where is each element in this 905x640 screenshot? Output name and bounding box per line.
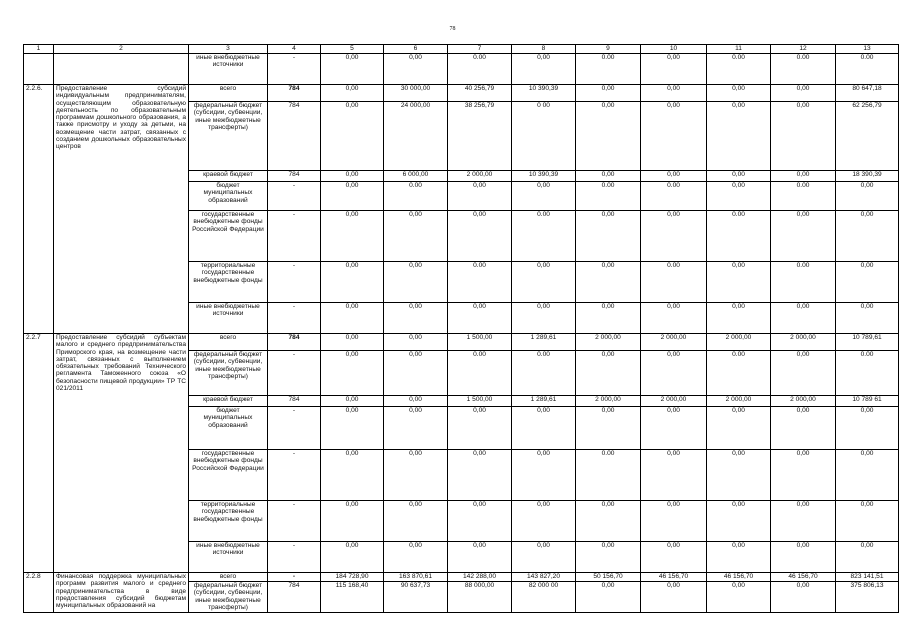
amount-cell: 0,00 bbox=[576, 501, 641, 542]
item-number-cell bbox=[24, 54, 54, 85]
item-description: Финансовая поддержка муниципальных программ развития малого и среднего предпринимательства в виде предоставления субсидий бюджетам муниципальных образований на bbox=[54, 573, 189, 613]
amount-cell: 0,00 bbox=[321, 501, 384, 542]
amount-cell: 0,00 bbox=[641, 54, 707, 85]
amount-cell: 1 500,00 bbox=[448, 334, 512, 351]
funding-source: федеральный бюджет (субсидии, субвенции, иные межбюджетные трансферты) bbox=[189, 582, 268, 613]
funding-source: иные внебюджетные источники bbox=[189, 542, 268, 573]
budget-code: - bbox=[268, 450, 321, 501]
table-body bbox=[24, 45, 899, 613]
amount-cell: 2 000,00 bbox=[707, 396, 771, 407]
amount-cell: 0,00 bbox=[836, 450, 899, 501]
amount-cell: 0,00 bbox=[321, 542, 384, 573]
amount-cell: 0,00 bbox=[707, 582, 771, 613]
amount-cell: 6 000,00 bbox=[384, 171, 448, 182]
amount-cell: 0.00 bbox=[512, 351, 576, 396]
amount-cell: 0,00 bbox=[321, 171, 384, 182]
funding-source: территориальные государственные внебюджетные фонды bbox=[189, 501, 268, 542]
amount-cell: 38 256,79 bbox=[448, 102, 512, 171]
amount-cell: 0,00 bbox=[707, 303, 771, 334]
amount-cell: 0,00 bbox=[576, 303, 641, 334]
amount-cell: 0,00 bbox=[321, 450, 384, 501]
funding-source: государственные внебюджетные фонды Российской Федерации bbox=[189, 450, 268, 501]
amount-cell: 0,00 bbox=[771, 450, 836, 501]
amount-cell: 0,00 bbox=[707, 450, 771, 501]
amount-cell: 0,00 bbox=[576, 542, 641, 573]
amount-cell: 0,00 bbox=[384, 211, 448, 262]
amount-cell: 50 156,70 bbox=[576, 573, 641, 582]
amount-cell: 0,00 bbox=[384, 351, 448, 396]
amount-cell: 823 141,51 bbox=[836, 573, 899, 582]
amount-cell: 88 000,00 bbox=[448, 582, 512, 613]
amount-cell: 0,00 bbox=[771, 171, 836, 182]
amount-cell: 0,00 bbox=[384, 262, 448, 303]
column-number: 11 bbox=[707, 45, 771, 54]
column-number: 13 bbox=[836, 45, 899, 54]
amount-cell: 0,00 bbox=[448, 450, 512, 501]
amount-cell: 0,00 bbox=[512, 501, 576, 542]
funding-source: бюджет муниципальных образований bbox=[189, 182, 268, 211]
amount-cell: 18 390,39 bbox=[836, 171, 899, 182]
amount-cell: 0,00 bbox=[576, 582, 641, 613]
column-number: 9 bbox=[576, 45, 641, 54]
amount-cell: 0,00 bbox=[707, 85, 771, 102]
amount-cell: 0 00 bbox=[512, 102, 576, 171]
budget-code: 784 bbox=[268, 396, 321, 407]
amount-cell: 0,00 bbox=[836, 542, 899, 573]
amount-cell: 0,00 bbox=[771, 542, 836, 573]
column-number: 1 bbox=[24, 45, 54, 54]
amount-cell: 184 728,90 bbox=[321, 573, 384, 582]
amount-cell: 10 390,39 bbox=[512, 171, 576, 182]
column-number: 10 bbox=[641, 45, 707, 54]
amount-cell: 0,00 bbox=[576, 262, 641, 303]
amount-cell: 46 156,70 bbox=[771, 573, 836, 582]
budget-code: 784 bbox=[268, 102, 321, 171]
amount-cell: 2 000,00 bbox=[448, 171, 512, 182]
amount-cell: 0.00 bbox=[576, 182, 641, 211]
amount-cell: 0,00 bbox=[836, 303, 899, 334]
amount-cell: 0,00 bbox=[771, 351, 836, 396]
amount-cell: 0,00 bbox=[641, 85, 707, 102]
amount-cell: 0,00 bbox=[641, 303, 707, 334]
amount-cell: 0,00 bbox=[512, 182, 576, 211]
amount-cell: 0.00 bbox=[384, 182, 448, 211]
table-row bbox=[24, 334, 899, 351]
column-number: 5 bbox=[321, 45, 384, 54]
amount-cell: 0,00 bbox=[771, 85, 836, 102]
amount-cell: 2 000,00 bbox=[707, 334, 771, 351]
amount-cell: 0,00 bbox=[512, 54, 576, 85]
amount-cell: 0,00 bbox=[641, 542, 707, 573]
amount-cell: 0.00 bbox=[836, 54, 899, 85]
amount-cell: 0,00 bbox=[576, 407, 641, 450]
column-number: 7 bbox=[448, 45, 512, 54]
amount-cell: 10 390,39 bbox=[512, 85, 576, 102]
amount-cell: 2 000,00 bbox=[771, 334, 836, 351]
budget-code: - bbox=[268, 182, 321, 211]
column-number: 4 bbox=[268, 45, 321, 54]
column-number: 12 bbox=[771, 45, 836, 54]
amount-cell: 0,00 bbox=[321, 102, 384, 171]
funding-source: бюджет муниципальных образований bbox=[189, 407, 268, 450]
amount-cell: 0,00 bbox=[384, 542, 448, 573]
amount-cell: 0,00 bbox=[384, 54, 448, 85]
amount-cell: 0,00 bbox=[576, 102, 641, 171]
amount-cell: 30 000,00 bbox=[384, 85, 448, 102]
funding-source: всего bbox=[189, 573, 268, 582]
amount-cell: 0,00 bbox=[707, 262, 771, 303]
funding-source: территориальные государственные внебюджетные фонды bbox=[189, 262, 268, 303]
amount-cell: 46 156,70 bbox=[707, 573, 771, 582]
amount-cell: 0.00 bbox=[512, 211, 576, 262]
amount-cell: 0,00 bbox=[707, 542, 771, 573]
item-description: Предоставление субсидий индивидуальным предпринимателям, осуществляющим образовательную деятельность по образовательным программам дошкольного образования, а также присмотру и уходу за детьми, на возмещение части затрат, связанных с созданием дошкольных образовательных центров bbox=[54, 85, 189, 334]
amount-cell: 0,00 bbox=[448, 211, 512, 262]
column-number: 2 bbox=[54, 45, 189, 54]
amount-cell: 40 256,79 bbox=[448, 85, 512, 102]
amount-cell: 0,00 bbox=[384, 407, 448, 450]
amount-cell: 0.00 bbox=[836, 351, 899, 396]
amount-cell: 24 000,00 bbox=[384, 102, 448, 171]
amount-cell: 0.00 bbox=[771, 54, 836, 85]
table-row bbox=[24, 573, 899, 582]
amount-cell: 0.00 bbox=[576, 450, 641, 501]
funding-source: федеральный бюджет (субсидии, субвенции, иные межбюджетные трансферты) bbox=[189, 102, 268, 171]
amount-cell: 0,00 bbox=[448, 182, 512, 211]
amount-cell: 0.00 bbox=[771, 262, 836, 303]
amount-cell: 0,00 bbox=[321, 351, 384, 396]
amount-cell: 0,00 bbox=[512, 262, 576, 303]
amount-cell: 0,00 bbox=[512, 542, 576, 573]
column-number: 8 bbox=[512, 45, 576, 54]
amount-cell: 0,00 bbox=[836, 182, 899, 211]
table-row bbox=[24, 54, 899, 85]
amount-cell: 1 289,61 bbox=[512, 334, 576, 351]
amount-cell: 0,00 bbox=[576, 351, 641, 396]
amount-cell: 0,00 bbox=[448, 407, 512, 450]
page-number: 78 bbox=[449, 26, 456, 32]
amount-cell: 143 827,20 bbox=[512, 573, 576, 582]
budget-code: 784 bbox=[268, 85, 321, 102]
amount-cell: 142 288,00 bbox=[448, 573, 512, 582]
table-row bbox=[24, 85, 899, 102]
item-number: 2.2.6. bbox=[24, 85, 54, 334]
amount-cell: 0.00 bbox=[707, 54, 771, 85]
amount-cell: 2 000,00 bbox=[576, 334, 641, 351]
funding-source: федеральный бюджет (субсидии, субвенции, иные межбюджетные трансферты) bbox=[189, 351, 268, 396]
amount-cell: 0,00 bbox=[641, 102, 707, 171]
amount-cell: 0,00 bbox=[836, 262, 899, 303]
amount-cell: 2 000,00 bbox=[771, 396, 836, 407]
amount-cell: 0,00 bbox=[448, 501, 512, 542]
amount-cell: 0,00 bbox=[641, 211, 707, 262]
amount-cell: 0,00 bbox=[512, 450, 576, 501]
budget-code: - bbox=[268, 501, 321, 542]
amount-cell: 0,00 bbox=[321, 396, 384, 407]
amount-cell: 0,00 bbox=[321, 54, 384, 85]
amount-cell: 0.00 bbox=[576, 54, 641, 85]
column-number-row bbox=[24, 45, 899, 54]
budget-code: - bbox=[268, 262, 321, 303]
amount-cell: 0,00 bbox=[641, 351, 707, 396]
budget-code: 784 bbox=[268, 582, 321, 613]
amount-cell: 0,00 bbox=[384, 334, 448, 351]
amount-cell: 0,00 bbox=[321, 85, 384, 102]
amount-cell: 0,00 bbox=[384, 501, 448, 542]
funding-source: иные внебюджетные источники bbox=[189, 54, 268, 85]
item-description: Предоставление субсидий субъектам малого и среднего предпринимательства Приморского края, на возмещение части затрат, связанных с выполнением обязательных требований Технического регламента Таможенного союза «О безопасности пищевой продукции» ТР ТС 021/2011 bbox=[54, 334, 189, 573]
amount-cell: 0,00 bbox=[321, 262, 384, 303]
amount-cell: 0,00 bbox=[771, 102, 836, 171]
amount-cell: 0,00 bbox=[771, 407, 836, 450]
funding-source: иные внебюджетные источники bbox=[189, 303, 268, 334]
budget-code: - bbox=[268, 54, 321, 85]
program-funding-table bbox=[23, 44, 899, 613]
amount-cell: 10 789,61 bbox=[836, 334, 899, 351]
budget-code: 784 bbox=[268, 334, 321, 351]
amount-cell: 0,00 bbox=[641, 501, 707, 542]
funding-source: государственные внебюджетные фонды Российской Федерации bbox=[189, 211, 268, 262]
amount-cell: 0.00 bbox=[771, 182, 836, 211]
amount-cell: 0,00 bbox=[321, 211, 384, 262]
amount-cell: 0,00 bbox=[448, 303, 512, 334]
item-number: 2.2.7 bbox=[24, 334, 54, 573]
amount-cell: 0,00 bbox=[707, 182, 771, 211]
amount-cell: 80 647,18 bbox=[836, 85, 899, 102]
amount-cell: 0,00 bbox=[836, 407, 899, 450]
amount-cell: 46 156,70 bbox=[641, 573, 707, 582]
amount-cell: 0,00 bbox=[576, 211, 641, 262]
amount-cell: 163 870,61 bbox=[384, 573, 448, 582]
amount-cell: 0.00 bbox=[707, 211, 771, 262]
budget-code: - bbox=[268, 303, 321, 334]
amount-cell: 0,00 bbox=[771, 303, 836, 334]
funding-source: краевой бюджет bbox=[189, 171, 268, 182]
amount-cell: 375 806,13 bbox=[836, 582, 899, 613]
amount-cell: 0,00 bbox=[384, 396, 448, 407]
funding-source: всего bbox=[189, 334, 268, 351]
amount-cell: 0,00 bbox=[321, 334, 384, 351]
amount-cell: 0,00 bbox=[576, 85, 641, 102]
budget-code: - bbox=[268, 542, 321, 573]
amount-cell: 0,00 bbox=[641, 450, 707, 501]
amount-cell: 0,00 bbox=[836, 211, 899, 262]
amount-cell: 0,00 bbox=[771, 582, 836, 613]
amount-cell: 0,00 bbox=[576, 171, 641, 182]
funding-source: всего bbox=[189, 85, 268, 102]
budget-code: - bbox=[268, 573, 321, 582]
amount-cell: 0,00 bbox=[512, 407, 576, 450]
amount-cell: 0,00 bbox=[321, 182, 384, 211]
budget-code: - bbox=[268, 407, 321, 450]
column-number: 3 bbox=[189, 45, 268, 54]
amount-cell: 0,00 bbox=[707, 102, 771, 171]
budget-code: - bbox=[268, 351, 321, 396]
amount-cell: 0.00 bbox=[707, 351, 771, 396]
amount-cell: 90 637,73 bbox=[384, 582, 448, 613]
amount-cell: 0,00 bbox=[836, 501, 899, 542]
amount-cell: 1 500,00 bbox=[448, 396, 512, 407]
amount-cell: 0,00 bbox=[512, 303, 576, 334]
item-number: 2.2.8 bbox=[24, 573, 54, 613]
amount-cell: 0,00 bbox=[707, 501, 771, 542]
budget-code: - bbox=[268, 211, 321, 262]
amount-cell: 0,00 bbox=[771, 211, 836, 262]
amount-cell: 1 289,61 bbox=[512, 396, 576, 407]
amount-cell: 2 000,00 bbox=[641, 396, 707, 407]
amount-cell: 0,00 bbox=[707, 171, 771, 182]
amount-cell: 0,00 bbox=[641, 171, 707, 182]
amount-cell: 0.00 bbox=[641, 182, 707, 211]
amount-cell: 0,00 bbox=[321, 303, 384, 334]
amount-cell: 82 000 00 bbox=[512, 582, 576, 613]
amount-cell: 0,00 bbox=[641, 582, 707, 613]
amount-cell: 0,00 bbox=[384, 450, 448, 501]
item-name-cell bbox=[54, 54, 189, 85]
amount-cell: 115 168,40 bbox=[321, 582, 384, 613]
amount-cell: 0,00 bbox=[448, 542, 512, 573]
amount-cell: 0,00 bbox=[321, 407, 384, 450]
amount-cell: 0.00 bbox=[448, 54, 512, 85]
amount-cell: 0,00 bbox=[384, 303, 448, 334]
amount-cell: 10 789 61 bbox=[836, 396, 899, 407]
amount-cell: 0.00 bbox=[641, 262, 707, 303]
amount-cell: 0.00 bbox=[448, 351, 512, 396]
amount-cell: 0,00 bbox=[641, 407, 707, 450]
funding-source: краевой бюджет bbox=[189, 396, 268, 407]
amount-cell: 62 256,79 bbox=[836, 102, 899, 171]
budget-code: 784 bbox=[268, 171, 321, 182]
amount-cell: 0,00 bbox=[771, 501, 836, 542]
column-number: 6 bbox=[384, 45, 448, 54]
amount-cell: 2 000,00 bbox=[576, 396, 641, 407]
amount-cell: 0,00 bbox=[707, 407, 771, 450]
amount-cell: 2 000,00 bbox=[641, 334, 707, 351]
amount-cell: 0.00 bbox=[448, 262, 512, 303]
